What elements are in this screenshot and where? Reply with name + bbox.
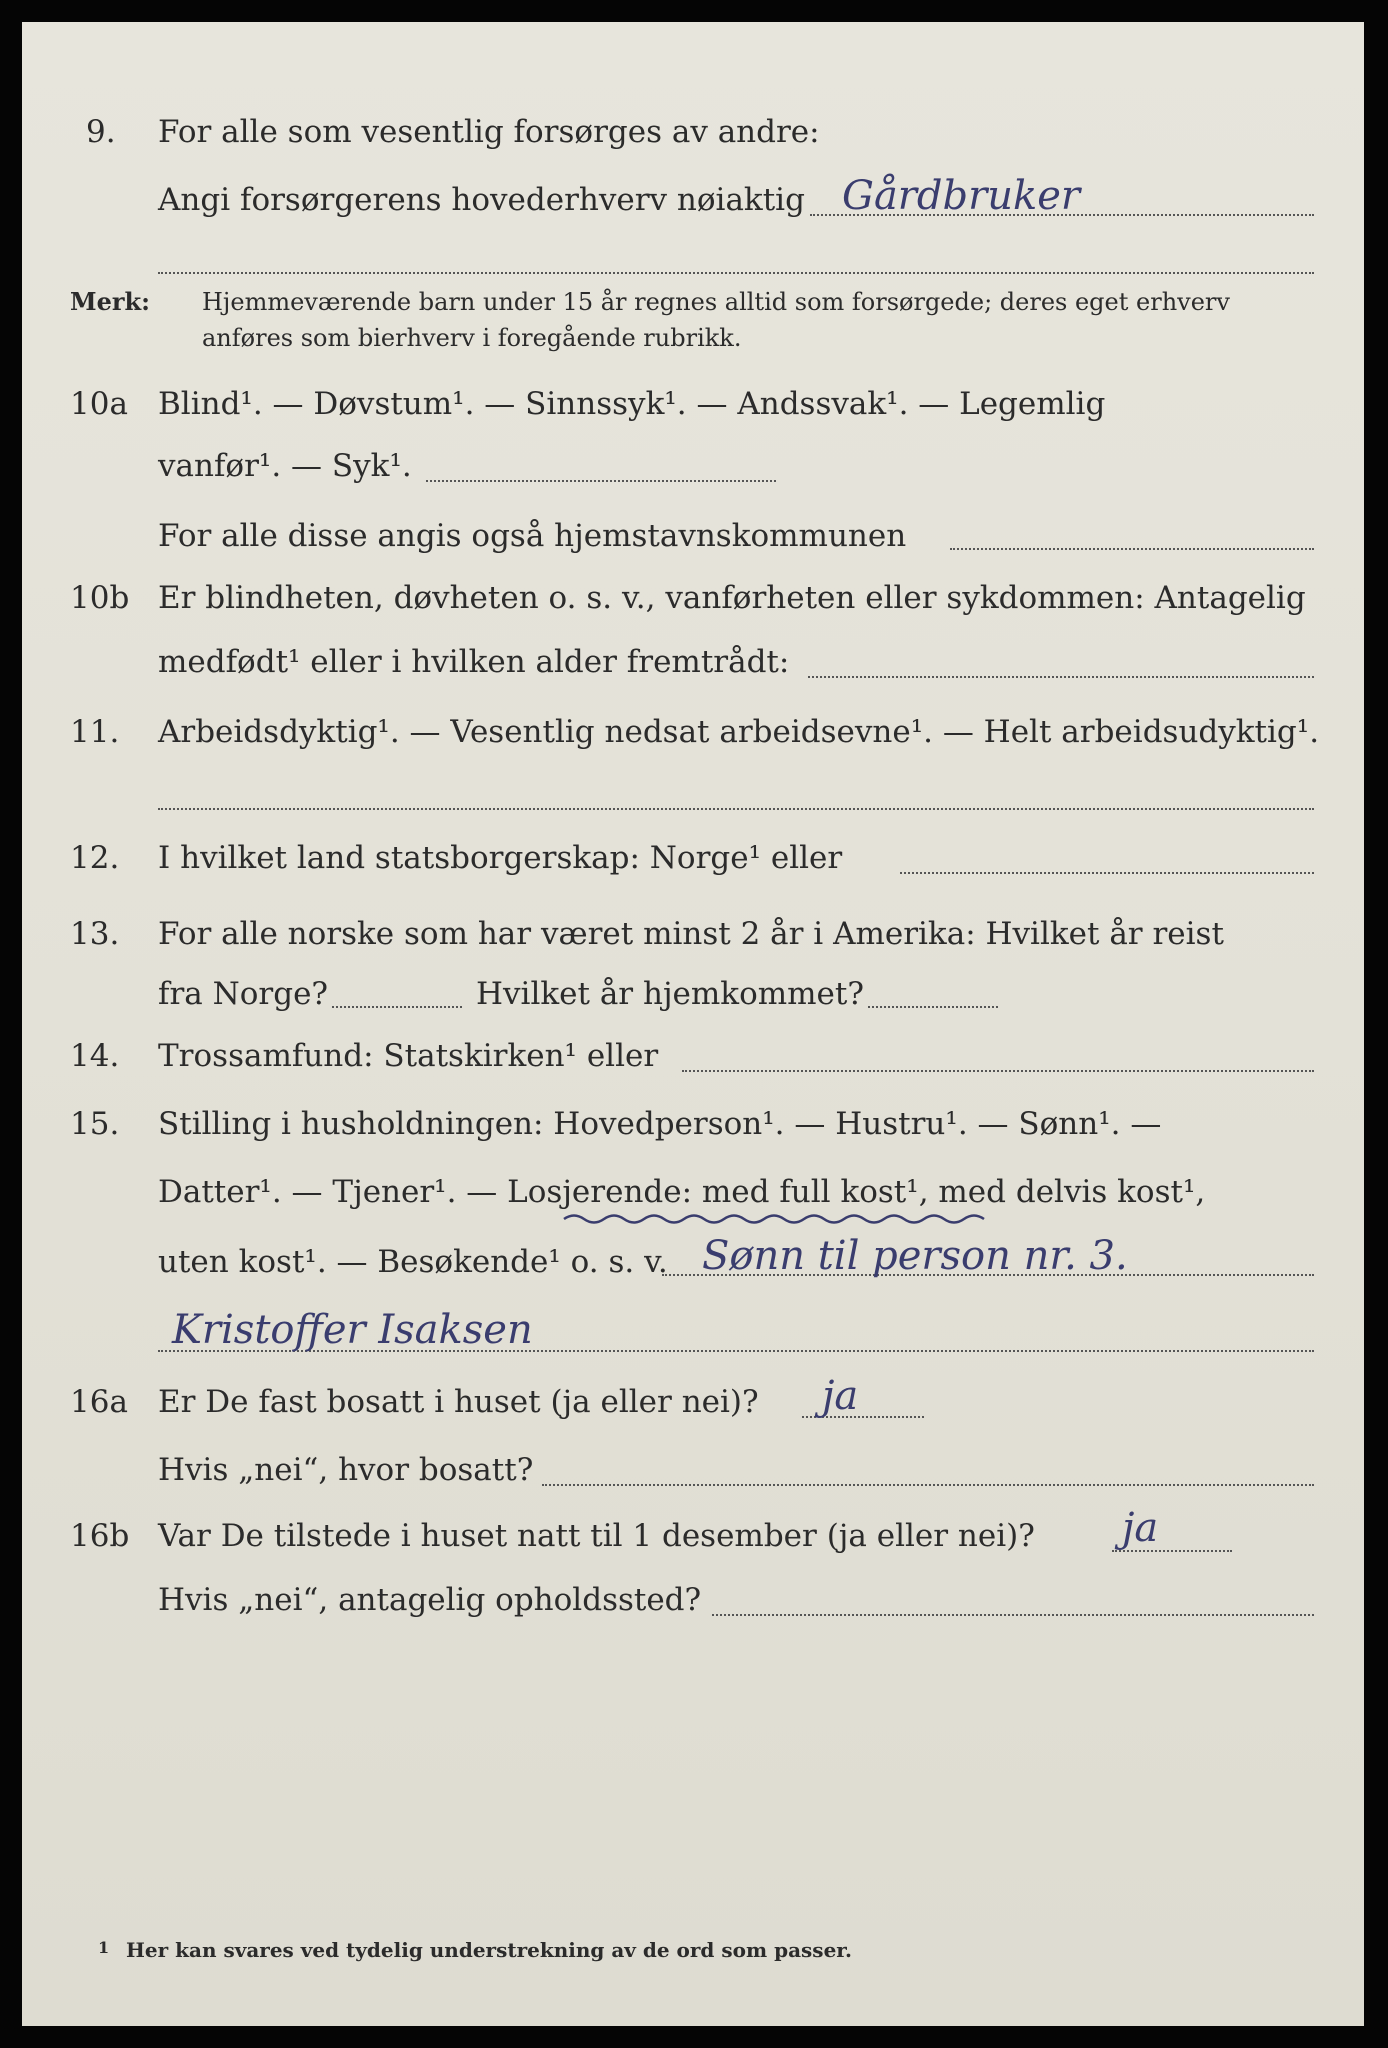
merk-label: Merk:: [70, 287, 150, 316]
q13-line2b: Hvilket år hjemkommet?: [476, 976, 864, 1012]
q16b-line1: Var De tilstede i huset natt til 1 desember (ja eller nei)?: [158, 1518, 1035, 1554]
q14-number: 14.: [70, 1038, 120, 1074]
q16b-whereabouts-line: [712, 1614, 1314, 1616]
q13-number: 13.: [70, 916, 120, 952]
losjerende-underline-mark: [562, 1210, 992, 1228]
q15-line3: uten kost¹. — Besøkende¹ o. s. v.: [158, 1244, 668, 1280]
q15-line1: Stilling i husholdningen: Hovedperson¹. — Hustru¹. — Sønn¹. —: [158, 1106, 1162, 1142]
q16a-residence-line: [542, 1484, 1314, 1486]
q10a-syk-line: [426, 480, 776, 482]
merk-line1: Hjemmeværende barn under 15 år regnes alltid som forsørgede; deres eget erhverv: [202, 288, 1230, 316]
q15-line2: Datter¹. — Tjener¹. — Losjerende: med full kost¹, med delvis kost¹,: [158, 1174, 1206, 1210]
q13-return-line: [868, 1006, 998, 1008]
q16a-handwritten-answer: ja: [822, 1373, 859, 1419]
q14-line1: Trossamfund: Statskirken¹ eller: [158, 1038, 659, 1074]
q11-answer-line: [158, 808, 1314, 810]
q16b-number: 16b: [70, 1518, 130, 1554]
census-form-page: [22, 22, 1364, 2026]
q9-line1: For alle som vesentlig forsørges av andre:: [158, 114, 820, 150]
q13-departure-line: [332, 1006, 462, 1008]
q16b-handwritten-answer: ja: [1122, 1505, 1159, 1551]
q15-handwritten-answer2: Kristoffer Isaksen: [172, 1307, 533, 1353]
q10b-line2: medfødt¹ eller i hvilken alder fremtrådt:: [158, 644, 790, 680]
footnote-text: Her kan svares ved tydelig understrekning av de ord som passer.: [126, 1938, 852, 1962]
q15-handwritten-answer1: Sønn til person nr. 3.: [702, 1233, 1128, 1279]
q16a-number: 16a: [70, 1384, 128, 1420]
q12-answer-line: [900, 872, 1314, 874]
q10a-line2: vanfør¹. — Syk¹.: [158, 448, 412, 484]
q10b-answer-line: [808, 676, 1314, 678]
footnote-marker: 1: [98, 1938, 110, 1957]
q16a-line1: Er De fast bosatt i huset (ja eller nei)?: [158, 1384, 759, 1420]
q9-extra-line: [158, 272, 1314, 274]
q14-answer-line: [682, 1070, 1314, 1072]
q10a-hometown-line: [950, 548, 1314, 550]
q11-line1: Arbeidsdyktig¹. — Vesentlig nedsat arbeidsevne¹. — Helt arbeidsudyktig¹.: [158, 714, 1320, 750]
q13-line2a: fra Norge?: [158, 976, 329, 1012]
q16a-line2: Hvis „nei“, hvor bosatt?: [158, 1452, 534, 1488]
q15-number: 15.: [70, 1106, 120, 1142]
merk-line2: anføres som bierhverv i foregående rubrikk.: [202, 324, 742, 352]
q13-line1: For alle norske som har været minst 2 år i Amerika: Hvilket år reist: [158, 916, 1224, 952]
q11-number: 11.: [70, 714, 120, 750]
q10b-line1: Er blindheten, døvheten o. s. v., vanførheten eller sykdommen: Antagelig: [158, 580, 1306, 616]
q16b-line2: Hvis „nei“, antagelig opholdssted?: [158, 1582, 702, 1618]
q9-line2: Angi forsørgerens hovederhverv nøiaktig: [158, 182, 805, 218]
q9-handwritten-answer: Gårdbruker: [842, 173, 1081, 219]
q10a-line1: Blind¹. — Døvstum¹. — Sinnssyk¹. — Andssvak¹. — Legemlig: [158, 386, 1106, 422]
q16a-answer-line: [802, 1416, 924, 1418]
q10a-line3: For alle disse angis også hjemstavnskommunen: [158, 518, 907, 554]
q12-line1: I hvilket land statsborgerskap: Norge¹ eller: [158, 840, 843, 876]
q12-number: 12.: [70, 840, 120, 876]
q10b-number: 10b: [70, 580, 130, 616]
q9-number: 9.: [86, 114, 116, 150]
q10a-number: 10a: [70, 386, 128, 422]
